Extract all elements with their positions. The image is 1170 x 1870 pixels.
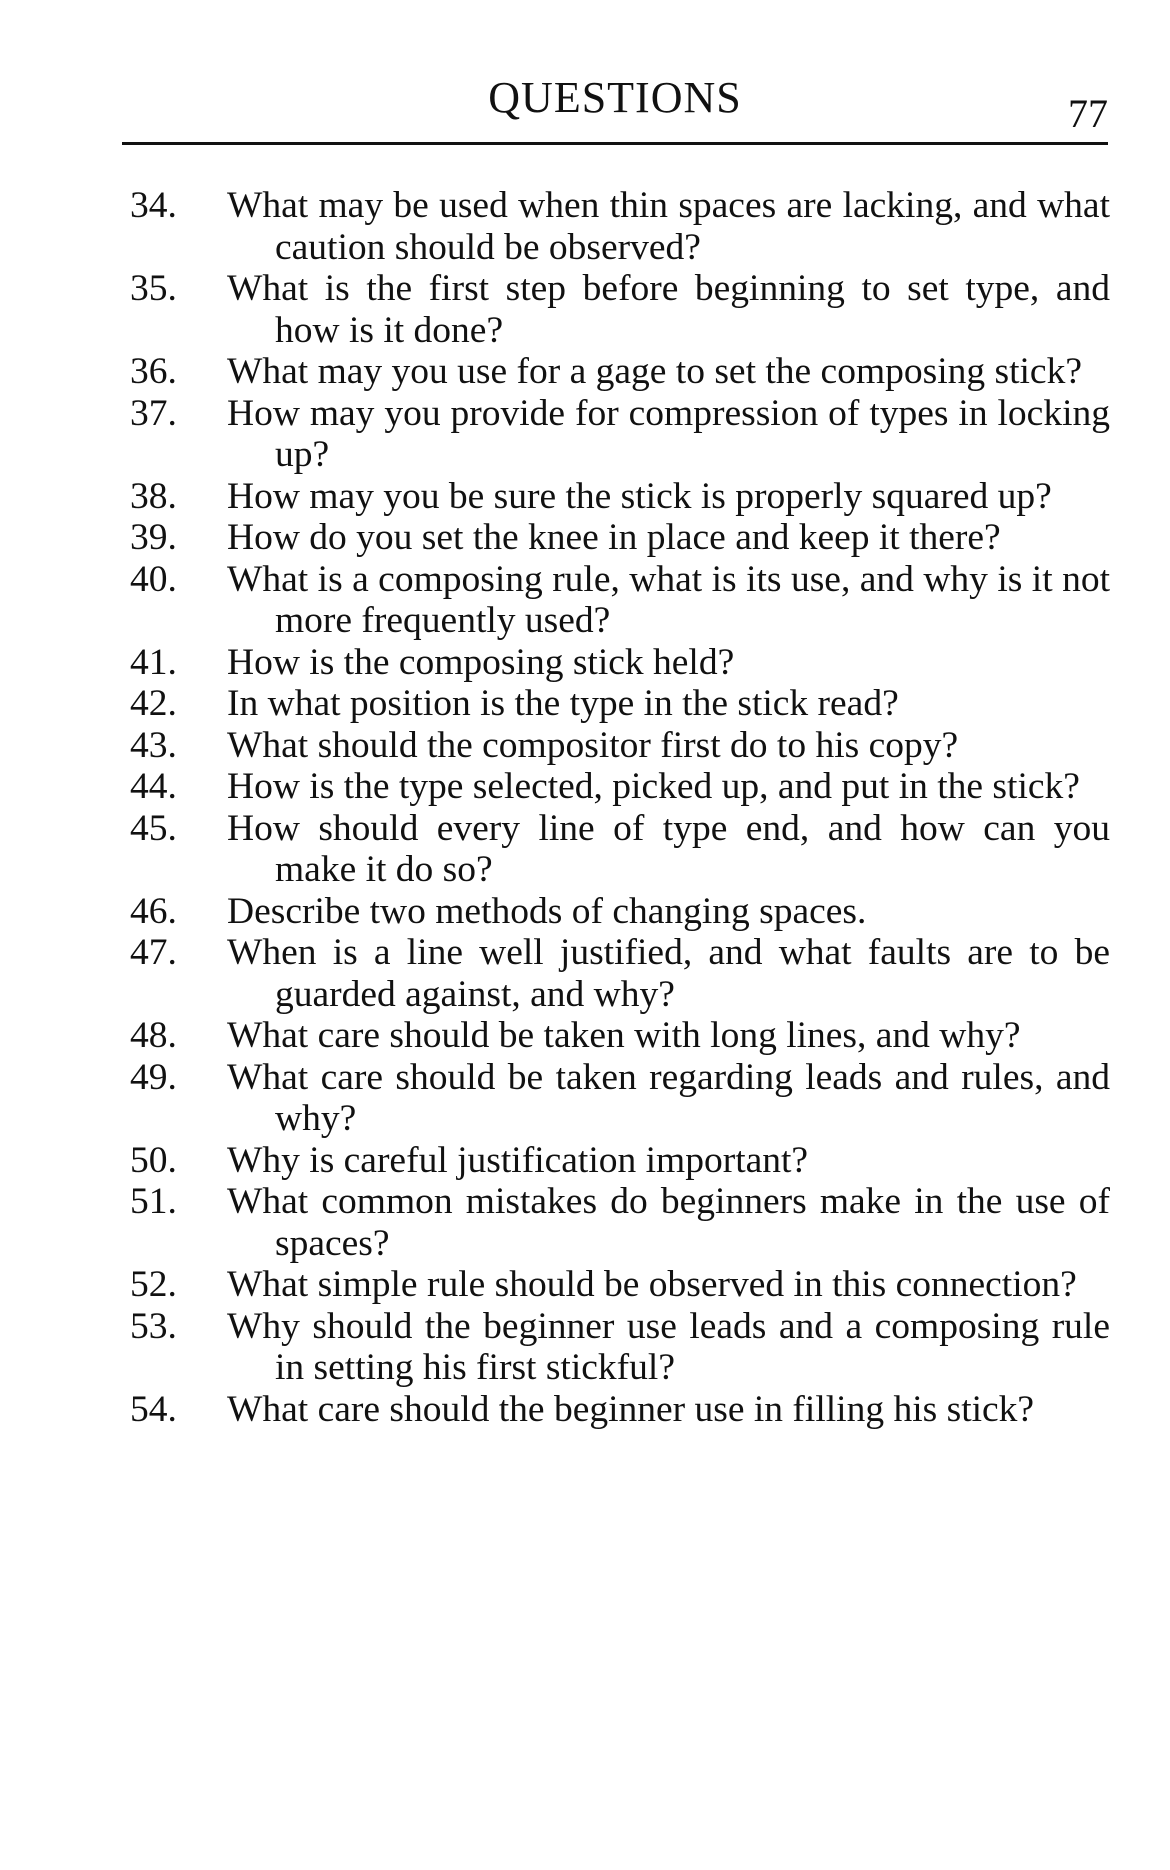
question-number: 51. <box>130 1181 177 1222</box>
question-item <box>130 1140 1110 1182</box>
question-item <box>130 517 1110 559</box>
question-number: 45. <box>130 807 177 849</box>
question-number: 46. <box>130 890 177 932</box>
question-text: How is the composing stick held? <box>227 641 735 683</box>
question-item <box>130 891 1110 933</box>
question-text: Describe two methods of changing spaces. <box>227 890 867 932</box>
question-number: 43. <box>130 724 177 766</box>
question-text: How do you set the knee in place and keep it there? <box>227 517 1001 558</box>
question-text: What is the first step before beginning to set type, and how is it done? <box>227 268 1110 351</box>
question-number: 50. <box>130 1139 177 1181</box>
question-text: What should the compositor first do to his copy? <box>227 724 959 766</box>
question-text: What may be used when thin spaces are lacking, and what caution should be observed? <box>227 185 1110 268</box>
question-list <box>130 185 1110 1430</box>
question-text: What is a composing rule, what is its use, and why is it not more frequently used? <box>227 558 1110 641</box>
question-item <box>130 642 1110 684</box>
page-number: 77 <box>1068 91 1108 136</box>
question-number: 37. <box>130 392 177 434</box>
question-text: What common mistakes do beginners make in the use of spaces? <box>227 1181 1110 1264</box>
question-number: 39. <box>130 517 177 558</box>
question-number: 53. <box>130 1305 177 1347</box>
question-text: How is the type selected, picked up, and put in the stick? <box>227 766 1080 807</box>
question-item <box>130 1057 1110 1140</box>
question-text: How may you provide for compression of types in locking up? <box>227 392 1110 475</box>
question-text: Why should the beginner use leads and a composing rule in setting his first stickful? <box>227 1305 1110 1388</box>
question-number: 49. <box>130 1056 177 1098</box>
question-item <box>130 1015 1110 1057</box>
running-head <box>120 72 1110 136</box>
question-item <box>130 268 1110 351</box>
question-number: 47. <box>130 932 177 973</box>
question-text: What may you use for a gage to set the composing stick? <box>227 351 1082 392</box>
question-number: 40. <box>130 558 177 600</box>
question-number: 36. <box>130 351 177 392</box>
question-number: 34. <box>130 185 177 226</box>
question-item <box>130 1389 1110 1431</box>
question-text: How should every line of type end, and how can you make it do so? <box>227 807 1110 890</box>
question-item <box>130 808 1110 891</box>
question-number: 42. <box>130 683 177 724</box>
question-text: What care should be taken with long lines, and why? <box>227 1015 1021 1056</box>
question-text: What care should be taken regarding leads and rules, and why? <box>227 1056 1110 1139</box>
question-number: 35. <box>130 268 177 309</box>
question-number: 41. <box>130 641 177 683</box>
question-item <box>130 1264 1110 1306</box>
question-number: 38. <box>130 475 177 517</box>
question-item <box>130 351 1110 393</box>
question-number: 54. <box>130 1388 177 1430</box>
question-number: 52. <box>130 1264 177 1305</box>
question-item <box>130 185 1110 268</box>
question-text: How may you be sure the stick is properly squared up? <box>227 475 1052 517</box>
question-item <box>130 476 1110 518</box>
question-item <box>130 725 1110 767</box>
question-item <box>130 559 1110 642</box>
question-item <box>130 683 1110 725</box>
question-text: In what position is the type in the stick read? <box>227 683 899 724</box>
question-item <box>130 766 1110 808</box>
question-item <box>130 1181 1110 1264</box>
question-number: 48. <box>130 1015 177 1056</box>
question-text: What simple rule should be observed in this connection? <box>227 1264 1077 1305</box>
header-rule <box>122 142 1108 145</box>
question-text: When is a line well justified, and what faults are to be guarded against, and why? <box>227 932 1110 1015</box>
question-item <box>130 932 1110 1015</box>
question-item <box>130 1306 1110 1389</box>
question-text: What care should the beginner use in filling his stick? <box>227 1388 1035 1430</box>
page-title: QUESTIONS <box>488 73 742 122</box>
question-number: 44. <box>130 766 177 807</box>
question-text: Why is careful justification important? <box>227 1139 809 1181</box>
question-item <box>130 393 1110 476</box>
